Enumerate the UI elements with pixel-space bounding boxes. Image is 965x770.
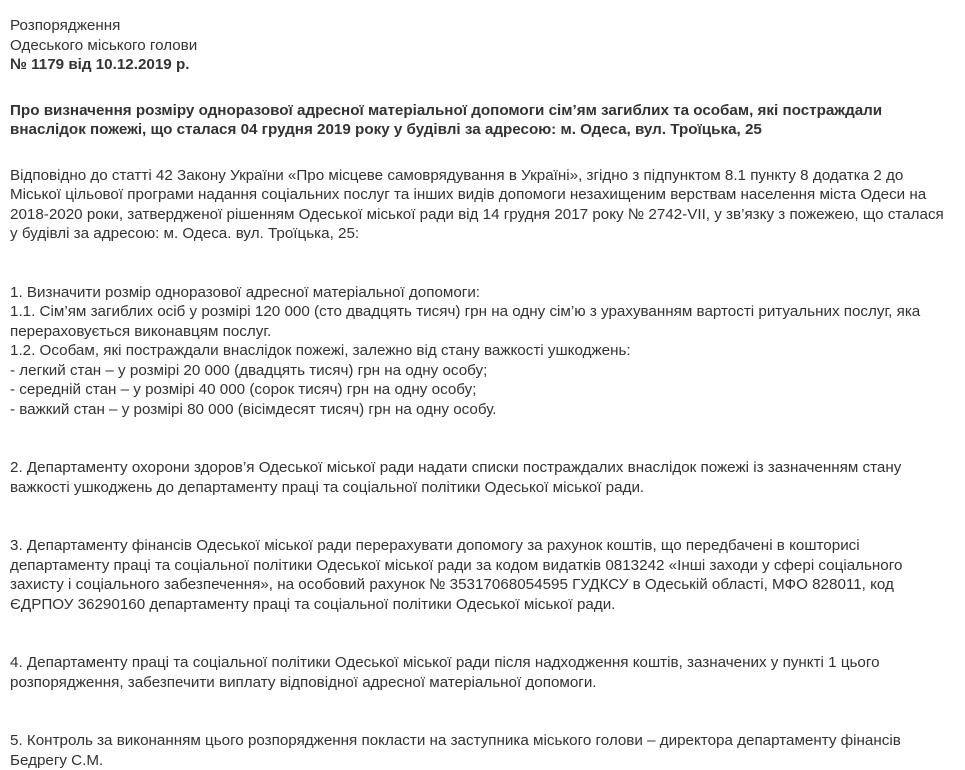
item-1-2: 1.2. Особам, які постраждали внаслідок пожежі, залежно від стану важкості ушкоджень: [10, 342, 631, 359]
item-light-condition: - легкий стан – у розмірі 20 000 (двадцять тисяч) грн на одну особу; [10, 361, 488, 379]
section-1-heading: 1. Визначити розмір одноразової адресної матеріальної допомоги: [10, 283, 481, 301]
document-number-date: № 1179 від 10.12.2019 р. [10, 56, 190, 73]
section-5: 5. Контроль за виконанням цього розпорядження покласти на заступника міського голови – директора департаменту фінансів Бедрегу С.М. [10, 732, 901, 769]
item-severe-condition: - важкий стан – у розмірі 80 000 (вісімдесят тисяч) грн на одну особу. [10, 400, 497, 418]
section-2: 2. Департаменту охорони здоров’я Одеської міської ради надати списки постраждалих внаслідок пожежі із зазначенням стану важкості ушкоджень до департаменту праці та соціальної політики Одеської міської ради. [10, 459, 902, 496]
section-1 [10, 283, 955, 420]
item-1-1: 1.1. Сім’ям загиблих осіб у розмірі 120 000 (сто двадцять тисяч) грн на одну сім’ю з урахуванням вартості ритуальних послуг, яка перераховується виконавцям послуг. [10, 303, 921, 340]
item-medium-condition: - середній стан – у розмірі 40 000 (сорок тисяч) грн на одну особу; [10, 381, 477, 398]
document-title: Про визначення розміру одноразової адресної матеріальної допомоги сім’ям загиблих та особам, які постраждали внаслідок пожежі, що сталася 04 грудня 2019 року у будівлі за адресою: м. Одеса, вул. Троїцька, 25 [10, 101, 883, 138]
document-header [10, 16, 955, 75]
document-issuer: Одеського міського голови [10, 36, 198, 54]
preamble-paragraph: Відповідно до статті 42 Закону України «Про місцеве самоврядування в Україні», згідно з підпунктом 8.1 пункту 8 додатка 2 до Міської цільової програми надання соціальних послуг та інших видів допомоги незахищеним верствам населення міста Одеси на 2018-2020 роки, затвердженої рішенням Одеської міської ради від 14 грудня 2017 року № 2742-VII, у зв’язку з пожежею, що сталася у будівлі за адресою: м. Одеса. вул. Троїцька, 25: [10, 166, 944, 242]
section-4: 4. Департаменту праці та соціальної політики Одеської міської ради після надходження коштів, зазначених у пункті 1 цього розпорядження, забезпечити виплату відповідної адресної матеріальної допомоги. [10, 654, 880, 691]
section-3: 3. Департаменту фінансів Одеської міської ради перерахувати допомогу за рахунок коштів, що передбачені в кошторисі департаменту праці та соціальної політики Одеської міської ради за кодом видатків 0813242 «Інші заходи у сфері соціального захисту і соціального забезпечення», на особовий рахунок № 35317068054595 ГУДКСУ в Одеській області, МФО 828011, код ЄДРПОУ 36290160 департаменту праці та соціальної політики Одеської міської ради. [10, 537, 903, 613]
document-type: Розпорядження [10, 17, 121, 34]
